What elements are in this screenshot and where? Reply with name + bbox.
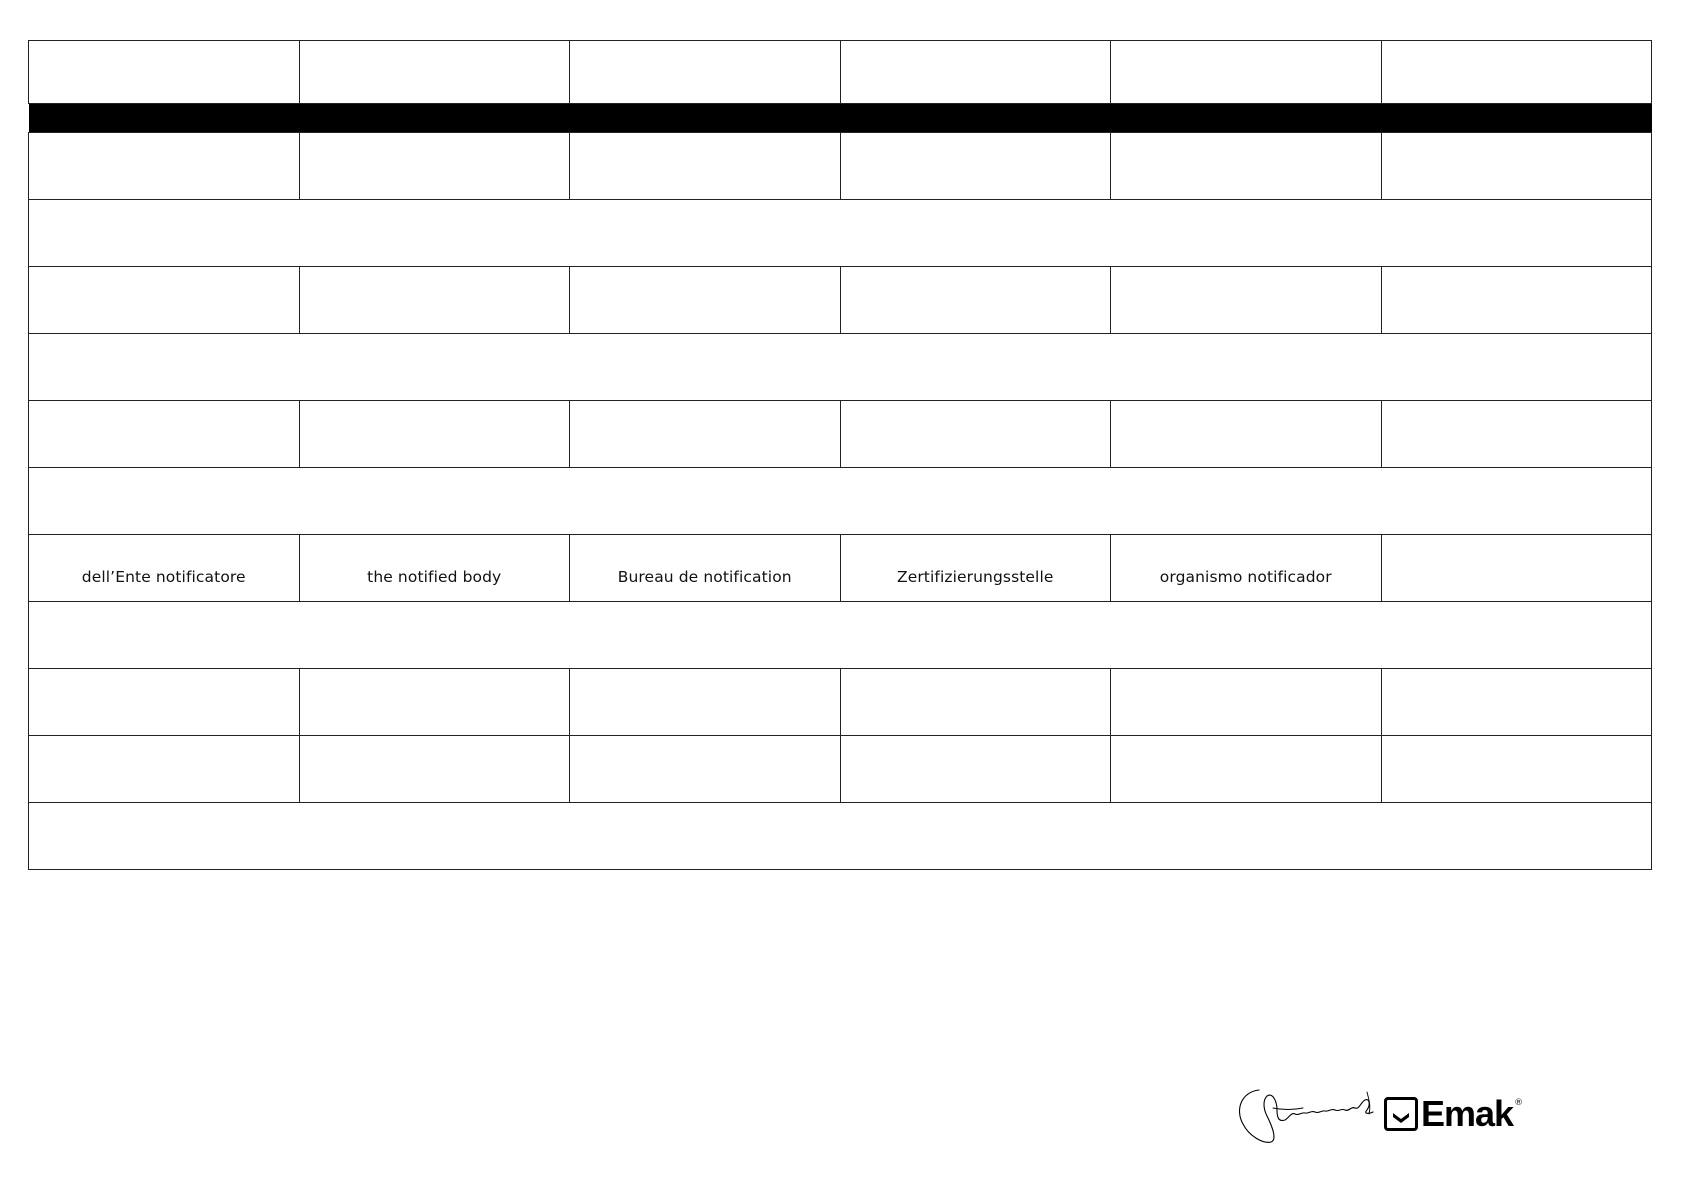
- grid-cell-wide: [29, 334, 1652, 401]
- notified-body-row: [29, 535, 1652, 602]
- grid-row: [29, 267, 1652, 334]
- grid-cell: [1111, 133, 1382, 200]
- grid-cell: [1381, 401, 1652, 468]
- grid-cell: [29, 401, 300, 468]
- grid-cell: [29, 41, 300, 104]
- grid-row-wide: [29, 803, 1652, 870]
- grid-cell: [299, 267, 570, 334]
- notified-body-de-text: Zertifizierungsstelle: [896, 568, 1054, 586]
- grid-row-wide: [29, 602, 1652, 669]
- grid-row-wide: [29, 200, 1652, 267]
- grid-cell: [840, 267, 1111, 334]
- grid-cell: [570, 267, 841, 334]
- grid-cell: [29, 669, 300, 736]
- notified-body-it-text: dell’Ente notificatore: [81, 568, 246, 586]
- grid-cell-wide: [29, 602, 1652, 669]
- grid-row-wide: [29, 468, 1652, 535]
- grid-cell: [29, 133, 300, 200]
- black-divider-bar: [29, 104, 1652, 133]
- grid-cell: [1381, 669, 1652, 736]
- grid-cell: [1381, 41, 1652, 104]
- grid-cell: [570, 736, 841, 803]
- notified-body-fr-text: Bureau de notification: [617, 568, 792, 586]
- black-bar-cell: [29, 104, 1652, 133]
- signature-icon: [1233, 1080, 1381, 1152]
- grid-cell: [299, 669, 570, 736]
- grid-cell: [840, 41, 1111, 104]
- grid-cell: [840, 669, 1111, 736]
- grid-cell-wide: [29, 803, 1652, 870]
- grid-row-header: [29, 41, 1652, 104]
- emak-box-logo-icon: [1384, 1097, 1418, 1131]
- registered-mark: ®: [1514, 1098, 1524, 1108]
- notified-body-en: [299, 535, 570, 602]
- notified-body-it: [29, 535, 300, 602]
- grid-cell: [1381, 133, 1652, 200]
- declaration-grid: [28, 40, 1652, 870]
- grid-cell: [29, 736, 300, 803]
- grid-row-wide: [29, 334, 1652, 401]
- grid-cell: [299, 736, 570, 803]
- grid-cell: [29, 267, 300, 334]
- grid-cell: [1111, 669, 1382, 736]
- notified-body-de: [840, 535, 1111, 602]
- notified-body-extra: [1381, 535, 1652, 602]
- notified-body-en-text: the notified body: [367, 568, 502, 586]
- grid-cell: [1111, 736, 1382, 803]
- grid-cell: [570, 669, 841, 736]
- emak-brand-name: Emak: [1421, 1093, 1514, 1134]
- grid-cell: [1111, 41, 1382, 104]
- grid-row: [29, 736, 1652, 803]
- grid-cell: [1111, 267, 1382, 334]
- grid-row: [29, 401, 1652, 468]
- notified-body-extra-text: [1382, 586, 1652, 601]
- grid-cell: [840, 133, 1111, 200]
- grid-cell: [840, 736, 1111, 803]
- grid-cell-wide: [29, 468, 1652, 535]
- notified-body-es: [1111, 535, 1382, 602]
- grid-cell: [299, 401, 570, 468]
- grid-cell: [840, 401, 1111, 468]
- grid-cell-wide: [29, 200, 1652, 267]
- notified-body-es-text: organismo notificador: [1159, 568, 1332, 586]
- grid-cell: [570, 133, 841, 200]
- grid-cell: [570, 401, 841, 468]
- notified-body-fr: [570, 535, 841, 602]
- grid-row: [29, 669, 1652, 736]
- grid-cell: [570, 41, 841, 104]
- grid-cell: [1381, 267, 1652, 334]
- grid-cell: [299, 41, 570, 104]
- emak-logo: [1384, 1093, 1524, 1134]
- grid-cell: [299, 133, 570, 200]
- grid-row: [29, 133, 1652, 200]
- grid-cell: [1111, 401, 1382, 468]
- grid-cell: [1381, 736, 1652, 803]
